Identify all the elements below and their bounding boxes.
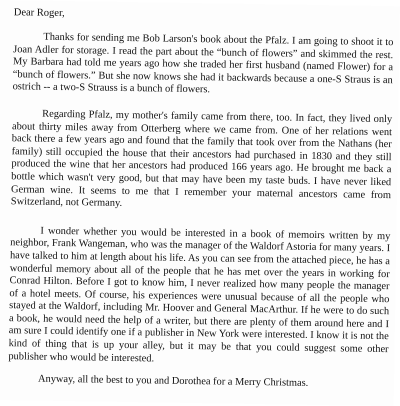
- paragraph-2: Regarding Pfalz, my mother's family came from there, too. In fact, they lived only about thirty miles away from Otterberg where we came from. One of her relations went back there a few years ago and found that the family that took over from the Nathans (her family) still occupied the house that their ancestors had purchased in 1830 and they still produced the wine that her ancestors had produced 166 years ago. He brought me back a bottle which wasn't very good, but that may have been my taste buds. I have never liked German wine. It seems to me that I remember your maternal ancestors came from Switzerland, not Germany.: [10, 108, 393, 210]
- salutation: Dear Roger,: [13, 7, 65, 20]
- paragraph-4: Anyway, all the best to you and Dorothea for a Merry Christmas.: [37, 373, 309, 390]
- paragraph-1: Thanks for sending me Bob Larson's book about the Pfalz. I am going to shoot it to Joan Adler for storage. I read the part about the “bunch of flowers” and skimmed the rest. My Barbara had told me years ago how she traded her first husband (named Flower) for a “bunch of flowers.” But she now knows she had it backwards because a one-S Straus is an ostrich -- a two-S Strauss is a bunch of flowers.: [12, 31, 394, 96]
- paragraph-3: I wonder whether you would be interested in a book of memoirs written by my neighbor, Frank Wangeman, who was the manager of the Waldorf Astoria for many years. I have talked to him at length about his life. As you can see from the attached piece, he has a wonderful memory about all of the people that he has met over the years in working for Conrad Hilton. Before I got to know him, I never realized how many people the manager of a hotel meets. Of course, his experiences were unusual because of all the people who stayed at the Waldorf, including Mr. Hoover and General MacArthur. If he were to do such a book, he would need the help of a writer, but there are plenty of them around here and I am sure I could identify one if a publisher in New York were interested. I know it is not the kind of thing that is up your alley, but it may be that you could suggest some other publisher who would be interested.: [8, 225, 391, 365]
